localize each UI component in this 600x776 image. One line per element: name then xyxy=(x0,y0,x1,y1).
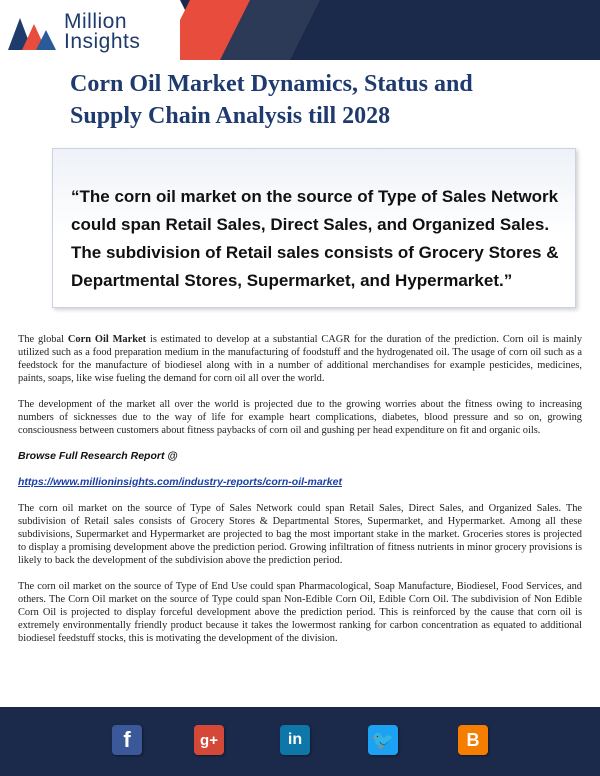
paragraph-growth: The development of the market all over the world is projected due to the growing worries about the fitness owing to increasing numbers of sicknesses due to the way of life for example heart complications, diabetes, blood pressure and so on, growing consciousness between customers about fitness paybacks of corn oil and gushing per head expenditure on fit and organic oils. xyxy=(18,399,582,436)
logo-word-insights: Insights xyxy=(64,30,141,53)
paragraph-end-use: The corn oil market on the source of Type of End Use could span Pharmacological, Soap Manufacture, Biodiesel, Food Services, and others. The Corn Oil market on the source of Type could span Non-Edible Corn Oil, Edible Corn Oil. The subdivision of Non Edible Corn Oil is projected to display forceful development above the prediction period. This is reinforced by the cause that corn oil is extremely environmentally friendly product because it takes the lowermost ranking for carbon concentration as equated to additional biodiesel feedstuff stocks, this is motivating the development of the division. xyxy=(18,581,582,644)
brand-logo[interactable] xyxy=(6,10,166,54)
browse-report-label: Browse Full Research Report @ xyxy=(18,450,178,462)
report-link[interactable]: https://www.millioninsights.com/industry-reports/corn-oil-market xyxy=(18,476,342,488)
social-footer xyxy=(0,707,600,776)
article-body xyxy=(18,333,582,645)
blogger-icon[interactable]: B xyxy=(458,725,488,755)
google-plus-icon[interactable]: g+ xyxy=(194,725,224,755)
highlight-quote-box xyxy=(52,148,576,308)
market-name: Corn Oil Market xyxy=(67,334,147,345)
logo-mark-icon xyxy=(6,10,58,54)
twitter-icon[interactable]: 🐦 xyxy=(368,725,398,755)
header-band-graphic xyxy=(180,0,600,60)
page-title: Corn Oil Market Dynamics, Status and Supply Chain Analysis till 2028 xyxy=(70,71,473,129)
paragraph-sales-network: The corn oil market on the source of Type of Sales Network could span Retail Sales, Direct Sales, and Organized Sales. The subdivision of Retail sales consists of Grocery Stores & Departmental Stores, Supermarket, and Hypermarket. Among all these subdivisions, Supermarket and Hypermarket are projected to bag the most important stake in the market. Groceries stores is projected to display a promising development above the prediction period. Growing infiltration of fitness nutrients in minor grocery provisions is likely to back the development of the subdivision above the prediction period. xyxy=(18,503,582,566)
paragraph-intro: The global Corn Oil Market is estimated to develop at a substantial CAGR for the duration of the prediction. Corn oil is mainly utilized such as a food preparation medium in the manufacturing of foodstuff and the hydrogenated oil. The usage of corn oil such as a feedstock for the manufacture of biodiesel along with in a number of additional merchandises for example pesticides, medicines, paints, soaps, like wise fueling the demand for corn oil all over the world. xyxy=(18,334,583,384)
logo-wordmark xyxy=(64,12,140,52)
highlight-quote: “The corn oil market on the source of Type of Sales Network could span Retail Sales, Direct Sales, and Organized Sales. The subdivision of Retail sales consists of Grocery Stores & Departmental Stores, Supermarket, and Hypermarket.” xyxy=(71,187,559,290)
linkedin-icon[interactable]: in xyxy=(280,725,310,755)
facebook-icon[interactable]: f xyxy=(112,725,142,755)
page-header xyxy=(0,0,600,60)
logo-word-million: Million xyxy=(64,10,128,33)
